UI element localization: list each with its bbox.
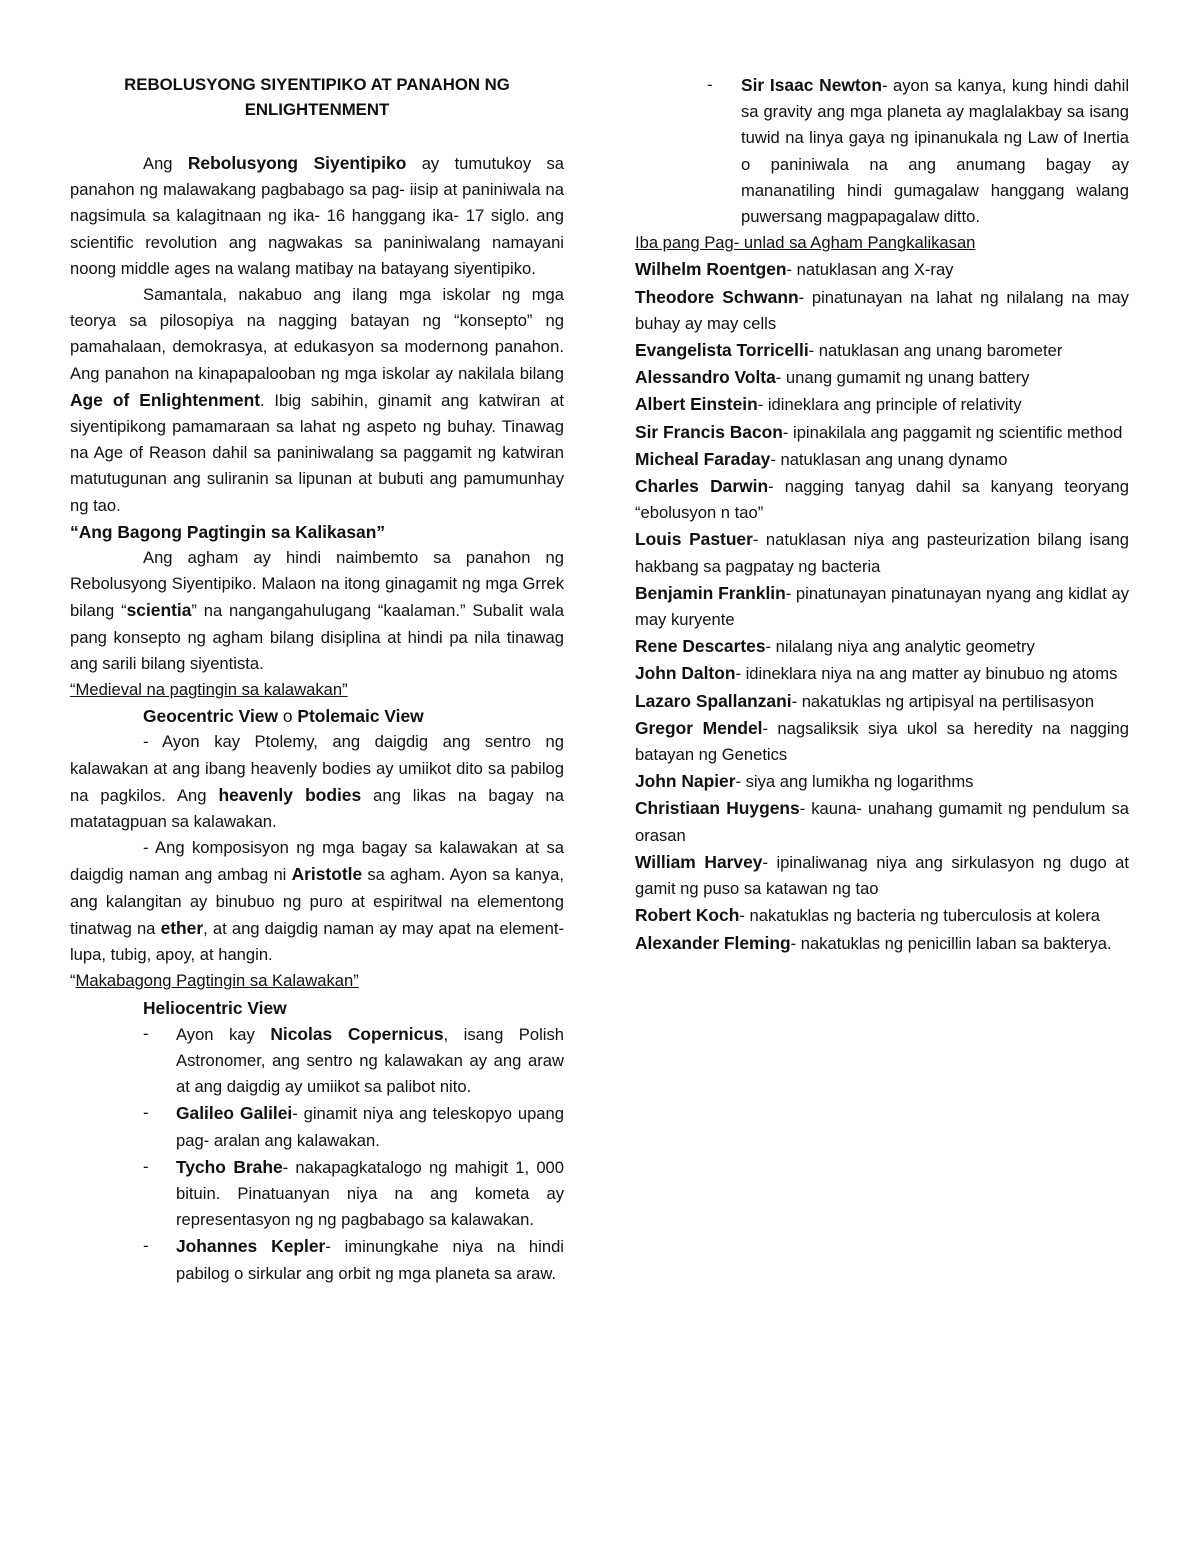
- scientist-entry: [635, 633, 1129, 660]
- scientist-name: Albert Einstein: [635, 394, 758, 415]
- item-text-post: - iminungkahe niya na hindi pabilog o sirkular ang orbit ng mga planeta sa araw.: [176, 1237, 564, 1283]
- p4-bold-term: heavenly bodies: [218, 784, 362, 805]
- scientist-description: - idineklara ang principle of relativity: [757, 395, 1022, 415]
- scientist-description: - ipinakilala ang paggamit ng scientific method: [782, 422, 1123, 442]
- scientist-name: Micheal Faraday: [635, 448, 771, 469]
- scientist-name: Johannes Kepler: [176, 1236, 326, 1257]
- scientist-description: - nagging tanyag dahil sa kanyang teoryang “ebolusyon n tao”: [635, 477, 1130, 523]
- scientist-name: Theodore Schwann: [635, 286, 799, 307]
- scientist-entry: [635, 284, 1129, 337]
- scientist-name: Sir Isaac Newton: [741, 75, 882, 95]
- p3-text-post: ” na nangangahulugang “kaalaman.” Subalit wala pang konsepto ng agham bilang disiplina at hindi pa nila tinawag ang sarili bilang siyentista.: [70, 601, 564, 673]
- scientist-name: Charles Darwin: [635, 476, 769, 497]
- scientist-entry: [635, 580, 1129, 633]
- scientist-description: - natuklasan ang unang barometer: [808, 341, 1063, 361]
- p4-text-pre: - Ayon kay Ptolemy, ang daigdig ang sentro ng kalawakan at ang ibang heavenly bodies ay umiikot dito sa pabilog na pagkilos. Ang: [70, 732, 564, 805]
- scientist-entry: [635, 768, 1129, 795]
- list-item-brahe: [70, 1154, 564, 1234]
- scientist-entry: [635, 526, 1129, 579]
- scientist-name: Tycho Brahe: [176, 1156, 283, 1177]
- scientist-name: Robert Koch: [635, 905, 740, 926]
- scientist-name: John Dalton: [635, 663, 736, 684]
- scientist-description: - ipinaliwanag niya ang sirkulasyon ng dugo at gamit ng puso sa katawan ng tao: [635, 852, 1130, 899]
- right-column: [635, 72, 1129, 957]
- scientist-name: Louis Pastuer: [635, 529, 753, 550]
- title-line-2: ENLIGHTENMENT: [244, 100, 390, 119]
- scientist-description: - natuklasan niya ang pasteurization bilang isang hakbang sa pagpatay ng bacteria: [635, 530, 1129, 576]
- scientist-description: - kauna- unahang gumamit ng pendulum sa orasan: [635, 799, 1129, 845]
- scientist-description: - natuklasan ang unang dynamo: [770, 449, 1008, 469]
- scientist-entry: [635, 688, 1129, 715]
- scientist-name: Galileo Galilei: [176, 1103, 293, 1124]
- p1-text-post: ay tumutukoy sa panahon ng malawakang pagbabago sa pag- iisip at paniniwala na nagsimula sa kalagitnaan ng ika- 16 hanggang ika- 17 siglo. ang scientific revolution ang nagwakas sa paniniwalang namayani noong middle ages na walang matibay na batayang siyentipiko.: [70, 154, 564, 278]
- left-column: [70, 72, 564, 1287]
- heading-iba-pang-pagunlad: Iba pang Pag- unlad sa Agham Pangkalikasan: [635, 233, 976, 253]
- scientist-description: - pinatunayan pinatunayan nyang ang kidlat ay may kuryente: [635, 583, 1129, 630]
- scientist-description: - nakatuklas ng bacteria ng tuberculosis at kolera: [739, 906, 1101, 926]
- scientist-name: Evangelista Torricelli: [635, 340, 809, 361]
- p1-bold-term: Rebolusyong Siyentipiko: [187, 153, 407, 173]
- list-item-kepler: [70, 1233, 564, 1286]
- scientist-entry: [635, 795, 1129, 848]
- newton-list: [635, 72, 1129, 230]
- scientist-description: - nagsaliksik siya ukol sa heredity na nagging batayan ng Genetics: [635, 718, 1129, 765]
- scientist-name: Nicolas Copernicus: [270, 1023, 444, 1044]
- scientist-description: - nilalang niya ang analytic geometry: [765, 637, 1035, 657]
- scientist-name: Christiaan Huygens: [635, 798, 800, 819]
- p1-text-pre: Ang: [143, 154, 188, 173]
- scientist-entry: [635, 902, 1129, 929]
- scientist-entry: [635, 364, 1129, 391]
- p5-text-mid: sa agham. Ayon sa kanya, ang kalangitan ay binubuo ng puro at espiritwal na elementong tinatwag na: [70, 865, 564, 938]
- scientist-name: Benjamin Franklin: [635, 582, 786, 603]
- item-text-post: - ayon sa kanya, kung hindi dahil sa gravity ang mga planeta ay maglalakbay sa isang tuwid na linya gaya ng ipinanukala ng Law of Inertia o paniniwala na ang anumang bagay ay mananatiling hindi gumagalaw hanggang walang puwersang magpapagalaw ditto.: [741, 76, 1129, 227]
- scientist-description: - pinatunayan na lahat ng nilalang na may buhay ay may cells: [635, 287, 1129, 333]
- item-text-pre: Ayon kay: [176, 1024, 271, 1044]
- paragraph-rebolusyon: [70, 150, 564, 282]
- p4-text-post: ang likas na bagay na matatagpuan sa kalawakan.: [70, 785, 564, 832]
- scientist-name: William Harvey: [635, 851, 763, 872]
- scientist-description: - nakatuklas ng artipisyal na pertilisasyon: [791, 691, 1095, 711]
- p5-text-post: , at ang daigdig naman ay may apat na element- lupa, tubig, apoy, at hangin.: [70, 918, 564, 965]
- list-item-newton: [635, 72, 1129, 230]
- paragraph-aristotle: [70, 835, 564, 968]
- heading-makabagong: [70, 968, 564, 994]
- scientist-entry: [635, 419, 1129, 446]
- p2-bold-term: Age of Enlightenment: [70, 389, 261, 410]
- heading-heliocentric: Heliocentric View: [143, 997, 287, 1018]
- scientist-name: Lazaro Spallanzani: [635, 690, 792, 711]
- document-title: [70, 72, 564, 122]
- scientist-entry: [635, 473, 1129, 526]
- scientist-entry: [635, 715, 1129, 768]
- scientist-name: John Napier: [635, 771, 736, 792]
- ptolemaic-term: Ptolemaic View: [297, 706, 424, 727]
- scientist-description: - idineklara niya na ang matter ay binubuo ng atoms: [735, 664, 1118, 684]
- p2-text-pre: Samantala, nakabuo ang ilang mga iskolar ng mga teorya sa pilosopiya na nagging batayan ng “konsepto” ng pamahalaan, demokrasya, at edukasyon sa modernong panahon. Ang panahon na kinapapalooban ng mga iskolar ay nakilala bilang: [70, 285, 564, 383]
- scientist-name: Rene Descartes: [635, 636, 766, 657]
- p5-text-pre: - Ang komposisyon ng mga bagay sa kalawakan at sa daigdig naman ang ambag ni: [70, 838, 564, 885]
- geocentric-conj: o: [278, 706, 298, 727]
- heading-medieval: “Medieval na pagtingin sa kalawakan”: [70, 680, 348, 700]
- scientist-description: - unang gumamit ng unang battery: [775, 368, 1030, 388]
- scientist-name: Sir Francis Bacon: [635, 421, 783, 442]
- scientist-entry: [635, 849, 1129, 902]
- dash-bullet: -: [707, 75, 713, 94]
- heading-bagong-pagtingin: “Ang Bagong Pagtingin sa Kalikasan”: [70, 521, 386, 542]
- scientist-name: Alexander Fleming: [635, 932, 791, 953]
- geocentric-term: Geocentric View: [143, 706, 278, 727]
- heading-geocentric: [70, 703, 564, 729]
- p3-bold-term: scientia: [126, 600, 192, 621]
- p2-text-post: . Ibig sabihin, ginamit ang katwiran at siyentipikong pamamaraan sa lahat ng aspeto ng buhay. Tinawag na Age of Reason dahil sa paniniwalang sa paggamit ng katwiran matutugunan ang suliranin sa lipunan at bubuti ang pamumunhay ng tao.: [70, 390, 564, 515]
- dash-bullet: -: [143, 1023, 149, 1043]
- item-text-post: - nakapagkatalogo ng mahigit 1, 000 bituin. Pinatuanyan niya na ang kometa ay representasyon ng ng pagbabago sa kalawakan.: [176, 1157, 565, 1230]
- makabagong-title: Makabagong Pagtingin sa Kalawakan”: [75, 971, 359, 991]
- p5-bold-aristotle: Aristotle: [291, 864, 363, 885]
- scientist-description: - natuklasan ang X-ray: [786, 260, 954, 280]
- scientist-entry: [635, 256, 1129, 283]
- list-item-copernicus: [70, 1021, 564, 1101]
- makabagong-open-quote: “: [70, 971, 76, 991]
- item-text-post: - ginamit niya ang teleskopyo upang pag- aralan ang kalawakan.: [176, 1104, 564, 1150]
- scientist-entry: [635, 930, 1129, 957]
- p3-text-pre: Ang agham ay hindi naimbemto sa panahon ng Rebolusyong Siyentipiko. Malaon na itong ginagamit ng mga Grrek bilang “: [70, 548, 564, 621]
- scientist-entry: [635, 391, 1129, 418]
- item-text-post: , isang Polish Astronomer, ang sentro ng kalawakan ay ang araw at ang daigdig ay umiikot sa palibot nito.: [176, 1024, 564, 1097]
- scientist-name: Wilhelm Roentgen: [635, 259, 787, 280]
- list-item-galileo: [70, 1100, 564, 1153]
- paragraph-agham: [70, 545, 564, 677]
- heliocentric-list: [70, 1021, 564, 1287]
- scientist-entry: [635, 660, 1129, 687]
- paragraph-ptolemy: [70, 729, 564, 835]
- p5-bold-ether: ether: [160, 917, 204, 938]
- scientist-name: Alessandro Volta: [635, 367, 776, 388]
- scientist-entry: [635, 337, 1129, 364]
- scientist-entry: [635, 446, 1129, 473]
- dash-bullet: -: [143, 1156, 149, 1176]
- scientist-description: - siya ang lumikha ng logarithms: [735, 772, 974, 792]
- paragraph-enlightenment: [70, 282, 564, 519]
- scientist-entries: [635, 256, 1129, 956]
- scientist-name: Gregor Mendel: [635, 717, 763, 738]
- title-line-1: REBOLUSYONG SIYENTIPIKO AT PANAHON NG: [124, 75, 510, 94]
- dash-bullet: -: [143, 1236, 149, 1256]
- scientist-description: - nakatuklas ng penicillin laban sa bakterya.: [790, 933, 1112, 953]
- dash-bullet: -: [143, 1103, 149, 1123]
